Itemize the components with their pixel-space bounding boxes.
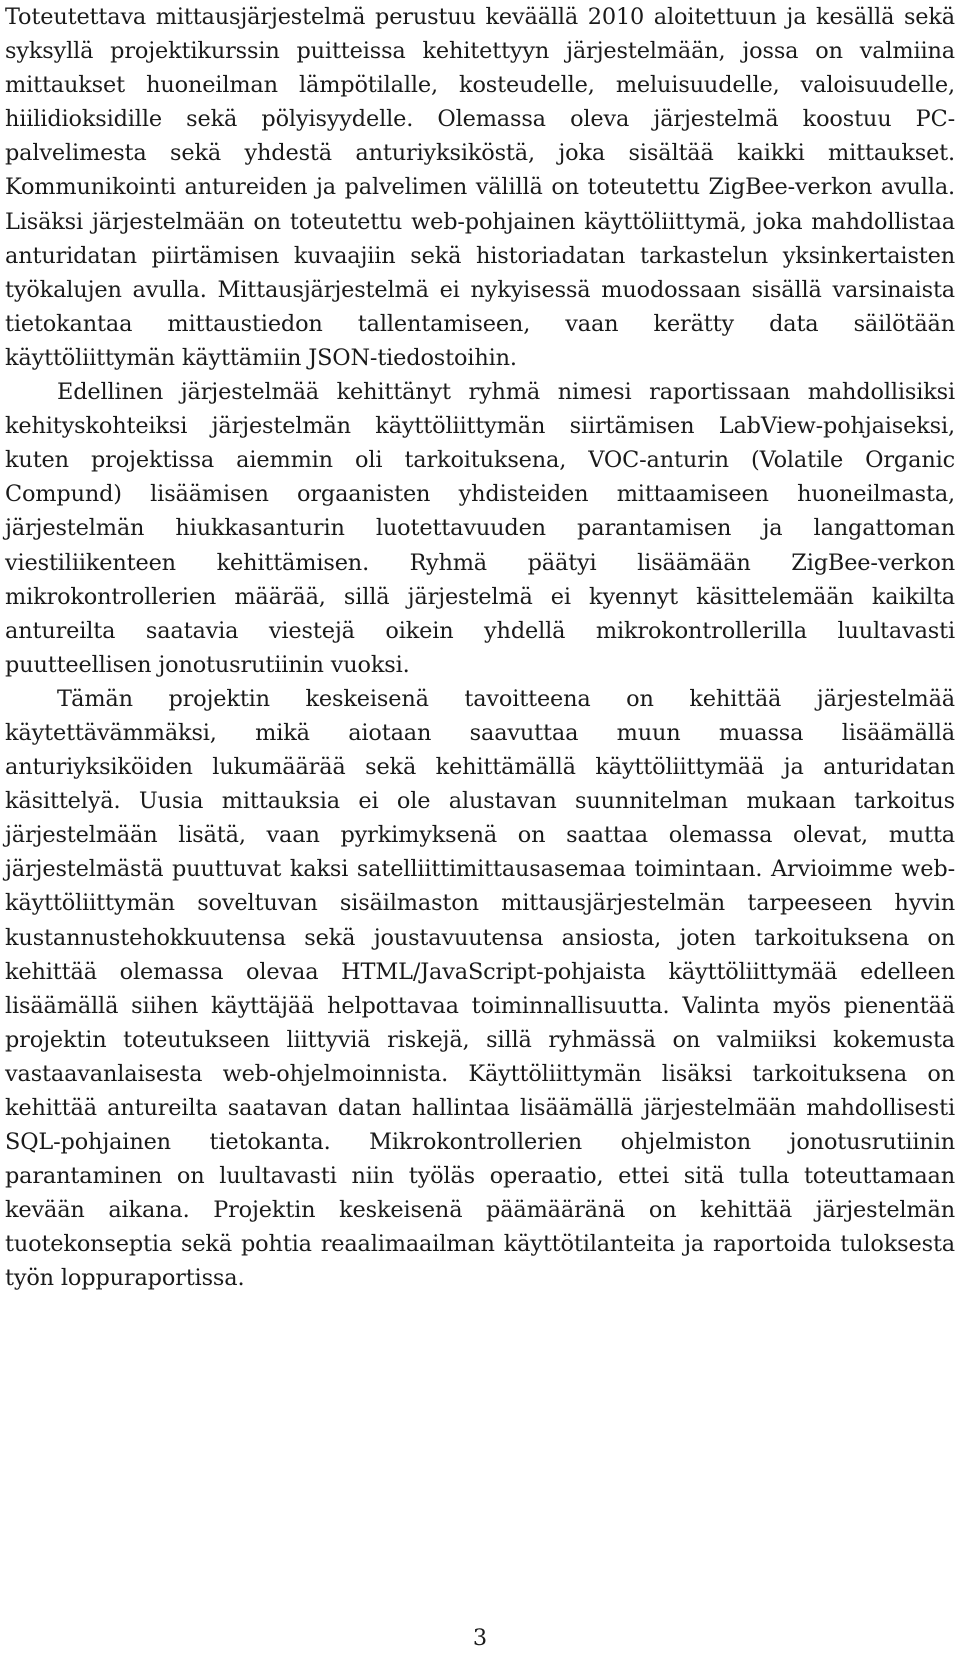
- paragraph-2: Edellinen järjestelmää kehittänyt ryhmä nimesi raportissaan mahdollisiksi kehityskohteiksi järjestelmän käyttöliittymän siirtämisen LabView-pohjaiseksi, kuten projektissa aiemmin oli tarkoituksena, VOC-anturin (Volatile Organic Compund) lisäämisen orgaanisten yhdisteiden mittaamiseen huoneilmasta, järjestelmän hiukkasanturin luotettavuuden parantamisen ja langattoman viestiliikenteen kehittämisen. Ryhmä päätyi lisäämään ZigBee-verkon mikrokontrollerien määrää, sillä järjestelmä ei kyennyt käsittelemään kaikilta antureilta saatavia viestejä oikein yhdellä mikrokontrollerilla luultavasti puutteellisen jonotusrutiinin vuoksi.: [5, 379, 955, 678]
- paragraph-1: Toteutettava mittausjärjestelmä perustuu keväällä 2010 aloitettuun ja kesällä sekä syksyllä projektikurssin puitteissa kehitettyyn järjestelmään, jossa on valmiina mittaukset huoneilman lämpötilalle, kosteudelle, meluisuudelle, valoisuudelle, hiilidioksidille sekä pölyisyydelle. Olemassa oleva järjestelmä koostuu PC-palvelimesta sekä yhdestä anturiyksiköstä, joka sisältää kaikki mittaukset. Kommunikointi antureiden ja palvelimen välillä on toteutettu ZigBee-verkon avulla. Lisäksi järjestelmään on toteutettu web-pohjainen käyttöliittymä, joka mahdollistaa anturidatan piirtämisen kuvaajiin sekä historiadatan tarkastelun yksinkertaisten työkalujen avulla. Mittausjärjestelmä ei nykyisessä muodossaan sisällä varsinaista tietokantaa mittaustiedon tallentamiseen, vaan kerätty data säilötään käyttöliittymän käyttämiin JSON-tiedostoihin.: [5, 4, 955, 371]
- page-number: 3: [472, 1625, 488, 1651]
- paragraph-3: Tämän projektin keskeisenä tavoitteena on kehittää järjestelmää käytettävämmäksi, mikä aiotaan saavuttaa muun muassa lisäämällä anturiyksiköiden lukumäärää sekä kehittämällä käyttöliittymää ja anturidatan käsittelyä. Uusia mittauksia ei ole alustavan suunnitelman mukaan tarkoitus järjestelmään lisätä, vaan pyrkimyksenä on saattaa olemassa olevat, mutta järjestelmästä puuttuvat kaksi satelliittimittausasemaa toimintaan. Arvioimme web-käyttöliittymän soveltuvan sisäilmaston mittausjärjestelmän tarpeeseen hyvin kustannustehokkuutensa sekä joustavuutensa ansiosta, joten tarkoituksena on kehittää olemassa olevaa HTML/JavaScript-pohjaista käyttöliittymää edelleen lisäämällä siihen käyttäjää helpottavaa toiminnallisuutta. Valinta myös pienentää projektin toteutukseen liittyviä riskejä, sillä ryhmässä on valmiiksi kokemusta vastaavanlaisesta web-ohjelmoinnista. Käyttöliittymän lisäksi tarkoituksena on kehittää antureilta saatavan datan hallintaa lisäämällä järjestelmään mahdollisesti SQL-pohjainen tietokanta. Mikrokontrollerien ohjelmiston jonotusrutiinin parantaminen on luultavasti niin työläs operaatio, ettei sitä tulla toteuttamaan kevään aikana. Projektin keskeisenä päämääränä on kehittää järjestelmän tuotekonseptia sekä pohtia reaalimaailman käyttötilanteita ja raportoida tuloksesta työn loppuraportissa.: [5, 685, 955, 1292]
- document-page: [5, 0, 955, 1296]
